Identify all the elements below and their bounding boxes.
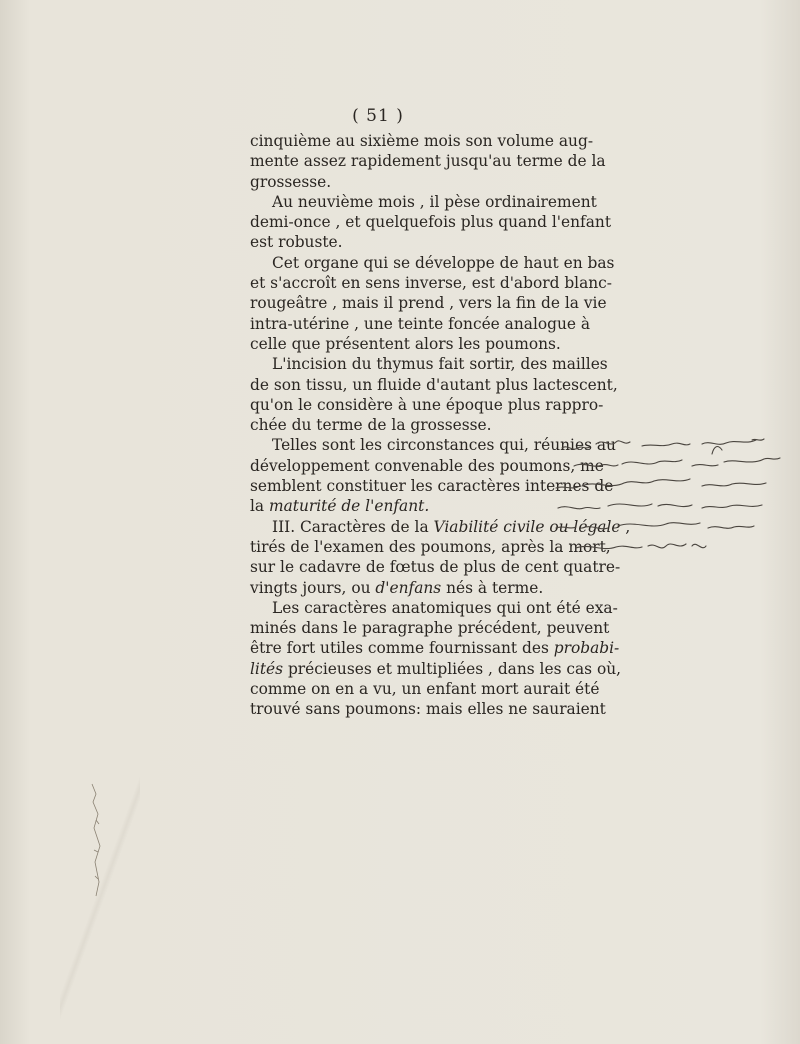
text-line: grossesse.	[250, 172, 332, 191]
text-line: trouvé sans poumons: mais elles ne sauraient	[250, 700, 606, 719]
text-line: chée du terme de la grossesse.	[250, 416, 492, 435]
text-line: et s'accroît en sens inverse, est d'abord blanc-	[250, 274, 613, 293]
text-line: demi-once , et quelquefois plus quand l'enfant	[250, 213, 612, 232]
handwritten-annotation	[552, 436, 790, 576]
text-line: mente assez rapidement jusqu'au terme de la	[250, 152, 606, 171]
text-line: intra-utérine , une teinte foncée analogue à	[250, 314, 591, 333]
emphasis-maturite: maturité de l'enfant.	[269, 497, 430, 516]
paragraph-organ-color	[250, 253, 650, 354]
paragraph-anatomical	[250, 598, 650, 720]
text-line: Telles sont les circonstances qui, réunies au	[272, 436, 616, 455]
body-text	[250, 131, 650, 720]
text-line: tirés de l'examen des poumons, après la mort,	[250, 537, 611, 556]
text-line: minés dans le paragraphe précédent, peuvent	[250, 619, 610, 638]
text-line: rougeâtre , mais il prend , vers la fin de la vie	[250, 294, 607, 313]
text-line: semblent constituer les caractères internes de	[250, 477, 614, 496]
handwriting-scribble-icon	[552, 436, 790, 576]
text-line: de son tissu, un fluide d'autant plus lactescent,	[250, 375, 618, 394]
text-line: cinquième au sixième mois son volume aug-	[250, 132, 594, 150]
text-line-maturite: la maturité de l'enfant.	[250, 497, 430, 516]
text-line: est robuste.	[250, 233, 343, 252]
paragraph-weight	[250, 192, 650, 253]
text-line: qu'on le considère à une époque plus rappro-	[250, 395, 604, 414]
text-line: L'incision du thymus fait sortir, des mailles	[272, 355, 608, 374]
page-number: ( 51 )	[352, 106, 404, 126]
text-line: développement convenable des poumons, me	[250, 456, 604, 475]
margin-mark-icon	[86, 780, 106, 900]
paragraph-incision	[250, 354, 650, 435]
text-line: Les caractères anatomiques qui ont été exa-	[272, 598, 618, 617]
text-line: Au neuvième mois , il pèse ordinairement	[272, 192, 597, 211]
text-line-enfans: vingts jours, ou d'enfans nés à terme.	[250, 578, 544, 597]
text-line-probabilites: être fort utiles comme fournissant des probabi-	[250, 639, 620, 658]
text-line: celle que présentent alors les poumons.	[250, 334, 561, 353]
emphasis-probabilites: probabi-	[553, 639, 620, 658]
paragraph-thymus-volume	[250, 131, 650, 192]
text-line-lites: lités précieuses et multipliées , dans les cas où,	[250, 659, 622, 678]
text-line: comme on en a vu, un enfant mort aurait été	[250, 680, 600, 699]
text-line: sur le cadavre de fœtus de plus de cent quatre-	[250, 558, 621, 577]
emphasis-enfans: d'enfans	[375, 578, 442, 597]
text-line: Cet organe qui se développe de haut en bas	[272, 253, 615, 272]
emphasis-lites: lités	[250, 659, 284, 678]
emphasis-viabilite: Viabilité civile ou légale	[433, 517, 621, 536]
text-line-heading: III. Caractères de la Viabilité civile ou légale ,	[272, 517, 631, 536]
